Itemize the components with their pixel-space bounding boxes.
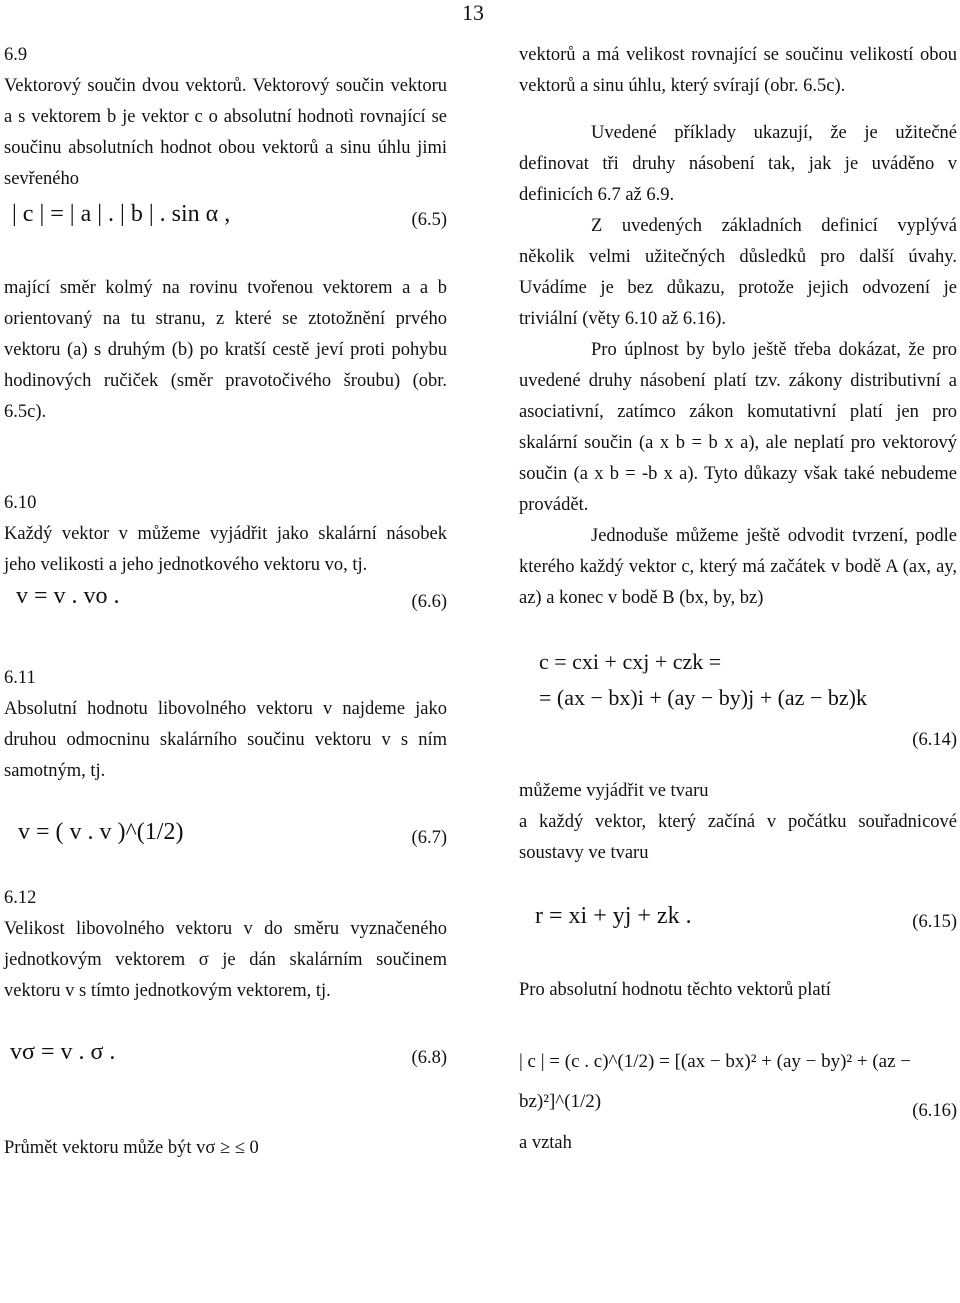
equation-6-6 <box>4 581 447 625</box>
equation-6-7-body: v = ( v . v )^(1/2) <box>18 819 184 845</box>
paragraph-express-form: můžeme vyjádřit ve tvaru <box>519 781 709 801</box>
equation-6-8-number: (6.8) <box>411 1048 447 1068</box>
equation-6-5-body: | c | = | a | . | b | . sin α , <box>12 201 231 227</box>
paragraph-examples: Uvedené příklady ukazují, že je užitečné definovat tři druhy násobení tak, jak je uváděno v definicích 6.7 až 6.9. <box>519 123 957 205</box>
paragraph-laws: Pro úplnost by bylo ještě třeba dokázat, že pro uvedené druhy násobení platí tzv. zákony distributivní a asociativní, zatímco zákon komutativní platí jen pro skalární součin (a x b = b x a), ale neplatí pro vektorový součin (a x b = -b x a). Tyto důkazy však také nebudeme provádět. <box>519 340 957 515</box>
equation-6-6-number: (6.6) <box>411 592 447 612</box>
equation-6-14-number: (6.14) <box>912 730 957 750</box>
equation-6-16-body: | c | = (c . c)^(1/2) = [(ax − bx)² + (ay − by)² + (az − bz)²]^(1/2) <box>519 1051 912 1112</box>
equation-6-7 <box>4 817 447 861</box>
section-6-10-number: 6.10 <box>4 493 37 513</box>
equation-6-8 <box>4 1037 447 1081</box>
paragraph-origin-vector: a každý vektor, který začíná v počátku souřadnicové soustavy ve tvaru <box>519 812 957 863</box>
equation-6-14 <box>519 644 957 754</box>
equation-6-15-number: (6.15) <box>912 912 957 932</box>
equation-6-14-line2: = (ax − bx)i + (ay − by)j + (az − bz)k <box>539 685 867 710</box>
equation-6-7-number: (6.7) <box>411 828 447 848</box>
paragraph-vector-c: Jednoduše můžeme ještě odvodit tvrzení, podle kterého každý vektor c, který má začátek v bodě A (ax, ay, az) a konec v bodě B (bx, by, bz) <box>519 526 957 608</box>
paragraph-absolute-value: Pro absolutní hodnotu těchto vektorů platí <box>519 980 831 1000</box>
section-6-12-number: 6.12 <box>4 888 37 908</box>
equation-6-16 <box>519 1042 957 1128</box>
section-6-11-number: 6.11 <box>4 668 36 688</box>
page-number: 13 <box>462 0 484 25</box>
paragraph-vector-product: vektorů a má velikost rovnající se součinu velikostí obou vektorů a sinu úhlu, který svírají (obr. 6.5c). <box>519 45 957 96</box>
paragraph-consequences: Z uvedených základních definicí vyplývá několik velmi užitečných důsledků pro další úvahy. Uvádíme je bez důkazu, protože jejich odvození je triviální (věty 6.10 až 6.16). <box>519 216 957 329</box>
equation-6-15 <box>519 901 957 945</box>
equation-6-5-number: (6.5) <box>411 210 447 230</box>
section-6-9-text: Vektorový součin dvou vektorů. Vektorový součin vektoru a s vektorem b je vektor c o absolutní hodnotì rovnající se součinu absolutních hodnot obou vektorů a sinu úhlu jimi sevřeného <box>4 76 447 189</box>
equation-6-14-line1: c = cxi + cxj + czk = <box>539 649 722 674</box>
section-6-11-text: Absolutní hodnotu libovolného vektoru v najdeme jako druhou odmocninu skalárního součinu vektoru v s ním samotným, tj. <box>4 699 447 781</box>
left-column <box>4 40 447 1164</box>
paragraph-relation: a vztah <box>519 1133 572 1153</box>
projection-text: Průmět vektoru může být vσ ≥ ≤ 0 <box>4 1138 259 1158</box>
equation-6-8-body: vσ = v . σ . <box>10 1039 116 1065</box>
section-6-10-text: Každý vektor v můžeme vyjádřit jako skalární násobek jeho velikosti a jeho jednotkového vektoru vo, tj. <box>4 524 447 575</box>
section-6-12-text: Velikost libovolného vektoru v do směru vyznačeného jednotkovým vektorem σ je dán skalárním součinem vektoru v s tímto jednotkovým vektorem, tj. <box>4 919 447 1001</box>
section-6-9-continuation: mající směr kolmý na rovinu tvořenou vektorem a a b orientovaný na tu stranu, z které se ztotožnění prvého vektoru (a) s druhým (b) po kratší cestě jeví proti pohybu hodinových ručiček (směr pravotočivého šroubu) (obr. 6.5c). <box>4 278 447 422</box>
equation-6-15-body: r = xi + yj + zk . <box>535 903 692 929</box>
equation-6-6-body: v = v . vo . <box>16 583 120 609</box>
right-column <box>519 40 957 1159</box>
section-6-9-number: 6.9 <box>4 45 28 65</box>
equation-6-5 <box>4 199 447 243</box>
equation-6-16-number: (6.16) <box>912 1101 957 1121</box>
